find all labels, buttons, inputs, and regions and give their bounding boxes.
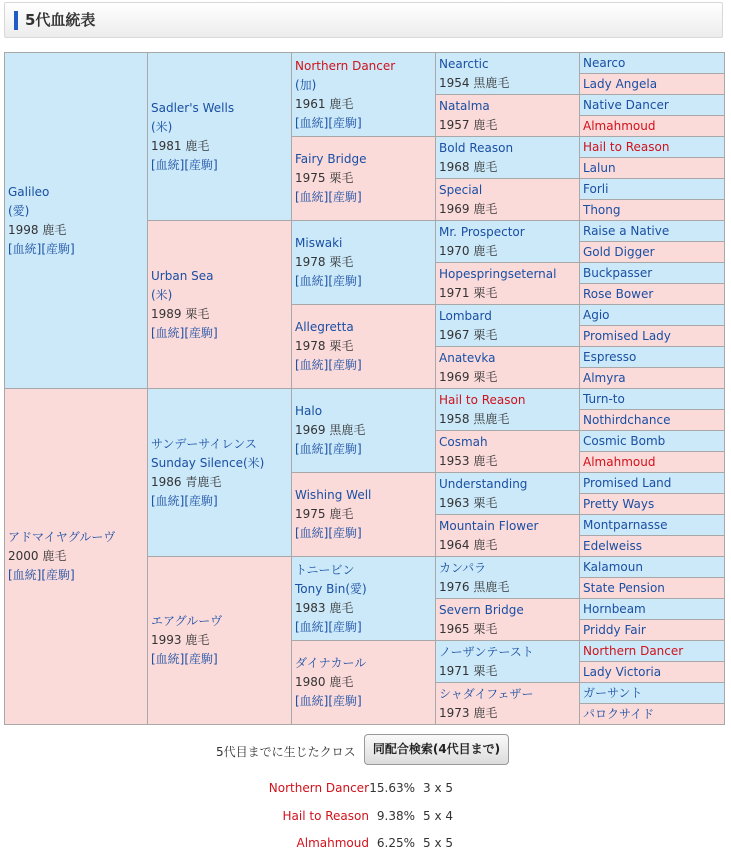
- horse-name-link[interactable]: Buckpasser: [583, 265, 653, 280]
- horse-year-color: 1970 鹿毛: [439, 243, 498, 258]
- horse-name-link[interactable]: Anatevka: [439, 350, 496, 365]
- horse-origin: (米): [151, 119, 173, 134]
- gen5-cell: [580, 410, 725, 431]
- horse-name-link[interactable]: Nothirdchance: [583, 412, 671, 427]
- horse-year-color: 1976 黒鹿毛: [439, 579, 510, 594]
- gen4-cell: [436, 641, 580, 683]
- bloodline-link[interactable]: [血統]: [295, 190, 329, 204]
- gen3-cell: [292, 305, 436, 389]
- horse-name-link[interactable]: Lady Victoria: [583, 664, 662, 679]
- horse-year-color: 2000 鹿毛: [8, 549, 67, 563]
- gen5-cell: [580, 137, 725, 158]
- horse-name-link[interactable]: Special: [439, 182, 483, 197]
- horse-name-link[interactable]: Pretty Ways: [583, 496, 655, 511]
- horse-year-color: 1969 黒鹿毛: [295, 423, 366, 437]
- cross-horse-link[interactable]: Almahmoud: [296, 836, 369, 850]
- gen4-cell: [436, 347, 580, 389]
- bloodline-link[interactable]: [血統]: [295, 274, 329, 288]
- gen5-cell: [580, 53, 725, 74]
- gen4-cell: [436, 515, 580, 557]
- gen3-cell: [292, 221, 436, 305]
- foals-link[interactable]: [産駒]: [328, 442, 362, 456]
- gen5-cell: [580, 305, 725, 326]
- horse-links: [295, 114, 435, 133]
- horse-year-color: 1978 栗毛: [295, 339, 354, 353]
- horse-year-color: 1986 青鹿毛: [151, 474, 222, 489]
- horse-name-link[interactable]: Allegretta: [295, 320, 354, 334]
- gen4-cell: [436, 431, 580, 473]
- horse-name-link[interactable]: ガーサント: [583, 685, 643, 700]
- horse-name-link[interactable]: Montparnasse: [583, 517, 668, 532]
- gen3-cell: [292, 557, 436, 641]
- horse-origin: (愛): [8, 203, 30, 218]
- gen3-cell: [292, 389, 436, 473]
- horse-year-color: 1989 栗毛: [151, 306, 210, 321]
- cross-percent: 6.25%: [376, 836, 415, 850]
- foals-link[interactable]: [産駒]: [184, 493, 218, 508]
- gen2-cell: [148, 389, 292, 557]
- gen5-cell: [580, 557, 725, 578]
- horse-name-link[interactable]: トニービン: [295, 562, 355, 577]
- horse-name-link[interactable]: Hornbeam: [583, 601, 646, 616]
- horse-name-link[interactable]: パロクサイド: [583, 706, 655, 721]
- foals-link[interactable]: [産駒]: [184, 325, 218, 340]
- horse-year-color: 1958 黒鹿毛: [439, 411, 510, 426]
- gen5-cell: [580, 620, 725, 641]
- gen5-cell: [580, 494, 725, 515]
- gen4-cell: [436, 95, 580, 137]
- section-title: 5代血統表: [25, 11, 96, 29]
- horse-year-color: 1978 栗毛: [295, 255, 354, 269]
- horse-name-link[interactable]: Promised Land: [583, 475, 672, 490]
- gen2-cell: [148, 221, 292, 389]
- horse-year-color: 1968 鹿毛: [439, 159, 498, 174]
- horse-year-color: 1965 栗毛: [439, 621, 498, 636]
- horse-name-link[interactable]: Halo: [295, 404, 323, 418]
- bloodline-link[interactable]: [血統]: [151, 652, 185, 666]
- horse-name-link[interactable]: Promised Lady: [583, 328, 671, 343]
- horse-name-alt[interactable]: Sunday Silence(米): [151, 455, 265, 470]
- gen5-cell: [580, 200, 725, 221]
- horse-name-link[interactable]: Mr. Prospector: [439, 224, 525, 239]
- gen5-cell: [580, 116, 725, 137]
- horse-name-link[interactable]: ダイナカール: [295, 656, 367, 670]
- horse-year-color: 1998 鹿毛: [8, 222, 67, 237]
- horse-name-link[interactable]: Natalma: [439, 98, 490, 113]
- horse-links: [151, 156, 291, 175]
- horse-name-link[interactable]: Nearctic: [439, 56, 489, 71]
- horse-name-link[interactable]: State Pension: [583, 580, 665, 595]
- gen2-cell: [148, 53, 292, 221]
- bloodline-link[interactable]: [血統]: [295, 694, 329, 708]
- horse-name-link[interactable]: Turn-to: [583, 391, 625, 406]
- horse-year-color: 1971 栗毛: [439, 663, 498, 678]
- cross-generations: 5 x 5: [423, 836, 453, 850]
- horse-name-link[interactable]: Priddy Fair: [583, 622, 646, 637]
- horse-year-color: 1971 栗毛: [439, 285, 498, 300]
- horse-name-link[interactable]: Native Dancer: [583, 97, 669, 112]
- horse-links: [151, 492, 291, 511]
- horse-name-link[interactable]: Cosmah: [439, 434, 488, 449]
- gen4-cell: [436, 263, 580, 305]
- horse-name-link[interactable]: Bold Reason: [439, 140, 514, 155]
- horse-name-link[interactable]: Understanding: [439, 476, 528, 491]
- horse-links: [295, 440, 435, 459]
- horse-name-link[interactable]: Hail to Reason: [439, 392, 526, 407]
- gen4-cell: [436, 305, 580, 347]
- horse-name-link[interactable]: Fairy Bridge: [295, 152, 367, 166]
- bloodline-link[interactable]: [血統]: [151, 325, 185, 340]
- horse-year-color: 1957 鹿毛: [439, 117, 498, 132]
- gen5-cell: [580, 431, 725, 452]
- gen4-cell: [436, 389, 580, 431]
- section-header: [4, 2, 723, 38]
- horse-name-link[interactable]: Almahmoud: [583, 454, 656, 469]
- horse-links: [8, 566, 147, 585]
- horse-year-color: 1969 栗毛: [439, 369, 498, 384]
- horse-links: [295, 356, 435, 375]
- cross-generations: 5 x 4: [423, 809, 453, 823]
- foals-link[interactable]: [産駒]: [328, 526, 362, 540]
- horse-links: [295, 618, 435, 637]
- horse-links: [8, 240, 147, 259]
- horse-name-link[interactable]: Thong: [583, 202, 621, 217]
- horse-name-link[interactable]: Espresso: [583, 349, 637, 364]
- similar-mating-search-button[interactable]: 同配合検索(4代目まで): [364, 734, 509, 765]
- bloodline-link[interactable]: [血統]: [295, 442, 329, 456]
- horse-name-link[interactable]: Wishing Well: [295, 488, 372, 502]
- horse-name-link[interactable]: Urban Sea: [151, 268, 214, 283]
- cross-horse-link[interactable]: Hail to Reason: [282, 809, 369, 823]
- horse-year-color: 1981 鹿毛: [151, 138, 210, 153]
- horse-name-link[interactable]: Lalun: [583, 160, 616, 175]
- gen1-cell: [5, 389, 148, 725]
- foals-link[interactable]: [産駒]: [328, 115, 362, 130]
- horse-name-link[interactable]: Hail to Reason: [583, 139, 670, 154]
- horse-year-color: 1953 鹿毛: [439, 453, 498, 468]
- foals-link[interactable]: [産駒]: [328, 694, 362, 708]
- horse-name-link[interactable]: Kalamoun: [583, 559, 643, 574]
- foals-link[interactable]: [産駒]: [184, 652, 218, 666]
- gen5-cell: [580, 221, 725, 242]
- gen5-cell: [580, 368, 725, 389]
- bloodline-link[interactable]: [血統]: [295, 115, 329, 130]
- header-accent-bar: [14, 11, 18, 30]
- horse-origin: (加): [295, 77, 317, 92]
- bloodline-link[interactable]: [血統]: [8, 568, 42, 582]
- gen5-cell: [580, 536, 725, 557]
- bloodline-link[interactable]: [血統]: [295, 526, 329, 540]
- horse-links: [295, 524, 435, 543]
- foals-link[interactable]: [産駒]: [328, 274, 362, 288]
- horse-year-color: 1993 鹿毛: [151, 633, 210, 647]
- horse-year-color: 1969 鹿毛: [439, 201, 498, 216]
- gen4-cell: [436, 137, 580, 179]
- horse-name-link[interactable]: Almyra: [583, 370, 626, 385]
- cross-row: [0, 781, 731, 799]
- cross-section: [0, 734, 731, 770]
- gen3-cell: [292, 473, 436, 557]
- gen5-cell: [580, 662, 725, 683]
- horse-name-link[interactable]: Hopespringseternal: [439, 266, 557, 281]
- horse-name-link[interactable]: Miswaki: [295, 236, 343, 250]
- gen5-cell: [580, 158, 725, 179]
- horse-name-link[interactable]: Gold Digger: [583, 244, 655, 259]
- horse-name-link[interactable]: Northern Dancer: [295, 58, 396, 73]
- gen4-cell: [436, 473, 580, 515]
- bloodline-link[interactable]: [血統]: [151, 493, 185, 508]
- horse-name-alt[interactable]: Tony Bin(愛): [295, 581, 367, 596]
- horse-year-color: 1973 鹿毛: [439, 705, 498, 720]
- gen5-cell: [580, 95, 725, 116]
- gen4-cell: [436, 683, 580, 725]
- horse-links: [295, 188, 435, 207]
- foals-link[interactable]: [産駒]: [328, 619, 362, 634]
- cross-row: [0, 836, 731, 854]
- gen5-cell: [580, 242, 725, 263]
- horse-year-color: 1980 鹿毛: [295, 675, 354, 689]
- pedigree-table: [4, 52, 725, 725]
- horse-name-link[interactable]: カンパラ: [439, 560, 487, 575]
- foals-link[interactable]: [産駒]: [328, 190, 362, 204]
- horse-name-link[interactable]: Rose Bower: [583, 286, 654, 301]
- cross-horse-link[interactable]: Northern Dancer: [268, 781, 369, 795]
- horse-name-link[interactable]: Edelweiss: [583, 538, 642, 553]
- horse-links: [295, 272, 435, 291]
- gen5-cell: [580, 683, 725, 704]
- gen5-cell: [580, 599, 725, 620]
- cross-percent: 9.38%: [376, 809, 415, 823]
- horse-name-link[interactable]: アドマイヤグルーヴ: [8, 530, 116, 544]
- horse-year-color: 1975 鹿毛: [295, 507, 354, 521]
- horse-name-link[interactable]: Forli: [583, 181, 609, 196]
- horse-name-link[interactable]: Almahmoud: [583, 118, 656, 133]
- foals-link[interactable]: [産駒]: [328, 358, 362, 372]
- gen5-cell: [580, 641, 725, 662]
- horse-year-color: 1954 黒鹿毛: [439, 75, 510, 90]
- horse-name-link[interactable]: Severn Bridge: [439, 602, 524, 617]
- gen5-cell: [580, 389, 725, 410]
- gen5-cell: [580, 179, 725, 200]
- horse-year-color: 1963 栗毛: [439, 495, 498, 510]
- gen5-cell: [580, 326, 725, 347]
- gen5-cell: [580, 263, 725, 284]
- gen3-cell: [292, 53, 436, 137]
- gen5-cell: [580, 452, 725, 473]
- horse-year-color: 1961 鹿毛: [295, 96, 354, 111]
- gen5-cell: [580, 704, 725, 725]
- gen5-cell: [580, 74, 725, 95]
- gen3-cell: [292, 641, 436, 725]
- gen4-cell: [436, 179, 580, 221]
- horse-name-link[interactable]: サンデーサイレンス: [151, 436, 257, 451]
- horse-name-link[interactable]: Raise a Native: [583, 223, 670, 238]
- horse-year-color: 1967 栗毛: [439, 327, 498, 342]
- horse-name-link[interactable]: ノーザンテースト: [439, 644, 534, 659]
- horse-name-link[interactable]: Sadler's Wells: [151, 100, 235, 115]
- gen5-cell: [580, 347, 725, 368]
- horse-year-color: 1975 栗毛: [295, 171, 354, 185]
- horse-name-link[interactable]: Nearco: [583, 55, 626, 70]
- bloodline-link[interactable]: [血統]: [8, 241, 42, 256]
- foals-link[interactable]: [産駒]: [41, 568, 75, 582]
- gen5-cell: [580, 515, 725, 536]
- cross-percent: 15.63%: [369, 781, 415, 795]
- horse-name-link[interactable]: Lady Angela: [583, 76, 658, 91]
- cross-label: 5代目までに生じたクロス: [216, 745, 356, 759]
- horse-links: [295, 692, 435, 711]
- horse-links: [151, 324, 291, 343]
- gen5-cell: [580, 284, 725, 305]
- horse-name-link[interactable]: Northern Dancer: [583, 643, 684, 658]
- gen4-cell: [436, 221, 580, 263]
- gen4-cell: [436, 599, 580, 641]
- gen4-cell: [436, 557, 580, 599]
- gen4-cell: [436, 53, 580, 95]
- horse-name-link[interactable]: Agio: [583, 307, 610, 322]
- horse-name-link[interactable]: Galileo: [8, 184, 50, 199]
- horse-name-link[interactable]: Cosmic Bomb: [583, 433, 666, 448]
- gen1-cell: [5, 53, 148, 389]
- gen5-cell: [580, 578, 725, 599]
- horse-links: [151, 650, 291, 669]
- bloodline-link[interactable]: [血統]: [151, 157, 185, 172]
- horse-name-link[interactable]: シャダイフェザー: [439, 686, 534, 701]
- gen5-cell: [580, 473, 725, 494]
- gen2-cell: [148, 557, 292, 725]
- cross-generations: 3 x 5: [423, 781, 453, 795]
- horse-name-link[interactable]: エアグルーヴ: [151, 614, 223, 628]
- horse-origin: (米): [151, 287, 173, 302]
- bloodline-link[interactable]: [血統]: [295, 619, 329, 634]
- horse-name-link[interactable]: Mountain Flower: [439, 518, 539, 533]
- horse-year-color: 1983 鹿毛: [295, 600, 354, 615]
- foals-link[interactable]: [産駒]: [41, 241, 75, 256]
- cross-row: [0, 809, 731, 827]
- foals-link[interactable]: [産駒]: [184, 157, 218, 172]
- horse-name-link[interactable]: Lombard: [439, 308, 492, 323]
- bloodline-link[interactable]: [血統]: [295, 358, 329, 372]
- horse-year-color: 1964 鹿毛: [439, 537, 498, 552]
- gen3-cell: [292, 137, 436, 221]
